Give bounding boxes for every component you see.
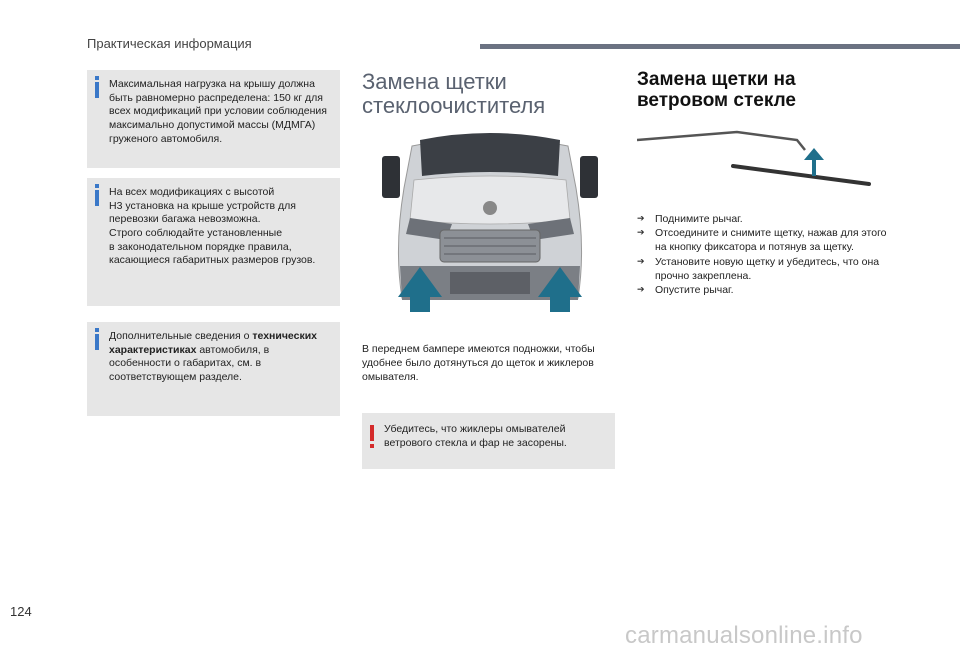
- wiper-steps-list: [637, 212, 897, 297]
- info-note-roof-load: [87, 70, 340, 168]
- bold-term: технических характеристиках: [109, 330, 318, 356]
- note-line: Строго соблюдайте установленные: [109, 226, 283, 239]
- wiper-arm: [637, 132, 805, 150]
- van-front-illustration: [380, 128, 600, 323]
- note-text: Максимальная нагрузка на крышу должна быть равномерно распределена: 150 кг для всех модификаций при условии соблюдения максимально допустимой массы (МДМГА) груженого автомобиля.: [109, 78, 327, 145]
- wiper-blade-illustration: [637, 126, 877, 192]
- header-bar: [480, 44, 960, 49]
- watermark: carmanualsonline.info: [625, 622, 863, 649]
- info-icon: [95, 334, 99, 350]
- wiper-blade: [733, 166, 869, 184]
- info-icon: [95, 82, 99, 98]
- step-item: ➔ Установите новую щетку и убедитесь, что она прочно закреплена.: [637, 255, 897, 283]
- note-text: Дополнительные сведения о технических характеристиках автомобиля, в особенности о габаритах, см. в соответствующем разделе.: [109, 330, 318, 383]
- section2-title: Замена щетки на ветровом стекле: [637, 69, 796, 111]
- section1-title: Замена щетки стеклоочистителя: [362, 69, 546, 119]
- info-icon: [95, 190, 99, 206]
- warning-text: Убедитесь, что жиклеры омывателей ветрового стекла и фар не засорены.: [384, 423, 567, 449]
- brand-logo: [483, 201, 497, 215]
- note-line: На всех модификациях с высотой: [109, 186, 275, 198]
- note-line: в законодательном порядке правила,: [109, 240, 292, 253]
- step-item: ➔ Опустите рычаг.: [637, 283, 897, 297]
- warning-icon: [370, 425, 374, 441]
- page-number: 124: [10, 604, 32, 619]
- step-item: ➔ Поднимите рычаг.: [637, 212, 897, 226]
- right-mirror: [580, 156, 598, 198]
- left-mirror: [382, 156, 400, 198]
- note-line: H3 установка на крыше устройств для: [109, 199, 296, 212]
- lift-arrow: [804, 148, 824, 176]
- info-note-h3: [87, 178, 340, 306]
- note-line: касающиеся габаритных размеров грузов.: [109, 254, 316, 267]
- info-note-specs: [87, 322, 340, 416]
- warning-note-washers: [362, 413, 615, 469]
- note-line: перевозки багажа невозможна.: [109, 213, 261, 226]
- page-header-title: Практическая информация: [87, 36, 252, 51]
- step-item: ➔ Отсоедините и снимите щетку, нажав для этого на кнопку фиксатора и потянув за щетку.: [637, 226, 897, 254]
- section1-paragraph: В переднем бампере имеются подножки, чтобы удобнее было дотянуться до щеток и жиклеров омывателя.: [362, 343, 595, 384]
